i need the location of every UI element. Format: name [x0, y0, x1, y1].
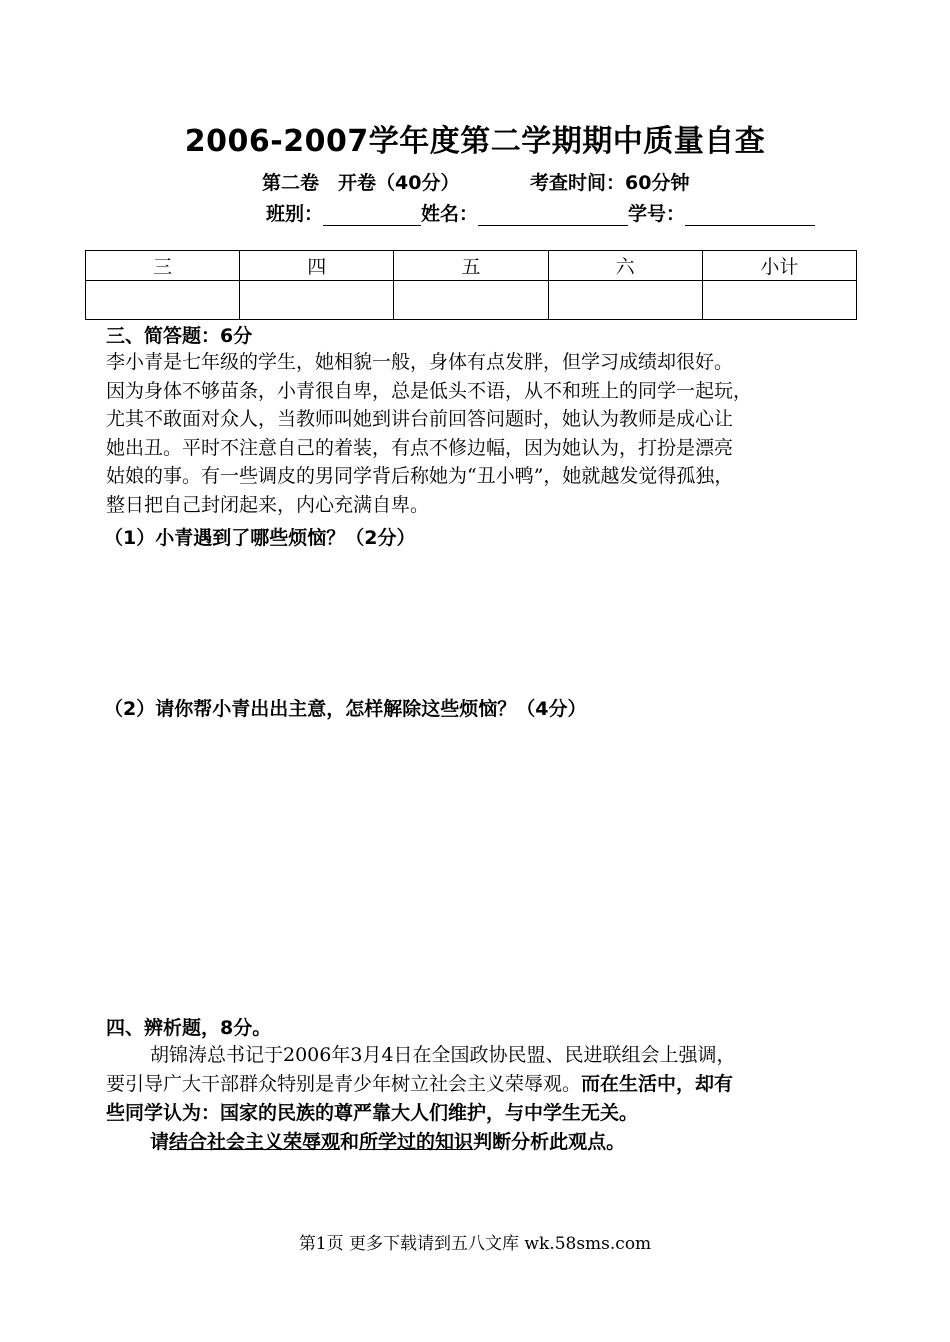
- passage-line: 她出丑。平时不注意自己的着装，有点不修边幅，因为她认为，打扮是漂亮: [106, 436, 734, 459]
- task-underlined: 所学过的知识: [359, 1131, 474, 1153]
- student-info-line: [266, 199, 815, 226]
- section4-line-1: 胡锦涛总书记于2006年3月4日在全国政协民盟、民进联组会上强调，: [150, 1044, 736, 1066]
- answer-area-1[interactable]: [106, 558, 858, 688]
- answer-area-2[interactable]: [106, 730, 858, 1000]
- score-cell[interactable]: [86, 281, 240, 320]
- volume-info: 第二卷 开卷（40分）: [262, 172, 460, 194]
- page-footer: 第1页 更多下载请到五八文库 wk.58sms.com: [298, 1234, 652, 1254]
- score-header-cell: 五: [394, 251, 548, 281]
- id-field[interactable]: [685, 205, 815, 226]
- task-part: 判断分析此观点。: [473, 1131, 626, 1153]
- passage-line: 整日把自己封闭起来，内心充满自卑。: [106, 493, 430, 516]
- exam-time: 考查时间：60分钟: [530, 172, 690, 194]
- class-label: 班别：: [266, 203, 324, 225]
- page-title: 2006-2007学年度第二学期期中质量自查: [184, 124, 766, 159]
- passage-line: 尤其不敢面对众人，当教师叫她到讲台前回答问题时，她认为教师是成心让: [106, 408, 734, 430]
- section3-passage: [106, 348, 858, 519]
- score-header-cell: 六: [548, 251, 702, 281]
- section3-heading: 三、简答题：6分: [106, 325, 253, 347]
- id-label: 学号：: [628, 203, 686, 225]
- question-2: （2）请你帮小青出出主意，怎样解除这些烦恼？（4分）: [104, 698, 587, 720]
- task-underlined: 结合社会主义荣辱观: [169, 1131, 341, 1153]
- score-header-cell: 三: [86, 251, 240, 281]
- name-field[interactable]: [478, 205, 628, 226]
- score-header-cell: 四: [240, 251, 394, 281]
- passage-line: 李小青是七年级的学生，她相貌一般，身体有点发胖，但学习成绩却很好。: [106, 351, 734, 373]
- score-cell[interactable]: [394, 281, 548, 320]
- class-field[interactable]: [323, 205, 421, 226]
- score-table-header: [86, 251, 857, 281]
- passage-line: 姑娘的事。有一些调皮的男同学背后称她为“丑小鸭”，她就越发觉得孤独，: [106, 465, 734, 487]
- score-cell[interactable]: [702, 281, 856, 320]
- task-part: 和: [340, 1131, 360, 1153]
- section4-line-2: [106, 1070, 733, 1099]
- task-part: 请: [150, 1131, 170, 1153]
- score-header-cell: 小计: [702, 251, 856, 281]
- name-label: 姓名：: [421, 203, 479, 225]
- passage-line: 因为身体不够苗条，小青很自卑，总是低头不语，从不和班上的同学一起玩，: [106, 379, 753, 402]
- score-cell[interactable]: [548, 281, 702, 320]
- line2-normal: 要引导广大干部群众特别是青少年树立社会主义荣辱观。: [106, 1073, 582, 1095]
- score-table: [85, 250, 857, 320]
- question-1: （1）小青遇到了哪些烦恼？（2分）: [104, 527, 416, 549]
- section4-heading: 四、辨析题，8分。: [106, 1017, 272, 1039]
- section4-line-3: 些同学认为：国家的民族的尊严靠大人们维护，与中学生无关。: [106, 1102, 639, 1124]
- line2-bold: 而在生活中，却有: [581, 1073, 734, 1095]
- score-cell[interactable]: [240, 281, 394, 320]
- section4-task: [150, 1128, 625, 1157]
- score-table-row: [86, 281, 857, 320]
